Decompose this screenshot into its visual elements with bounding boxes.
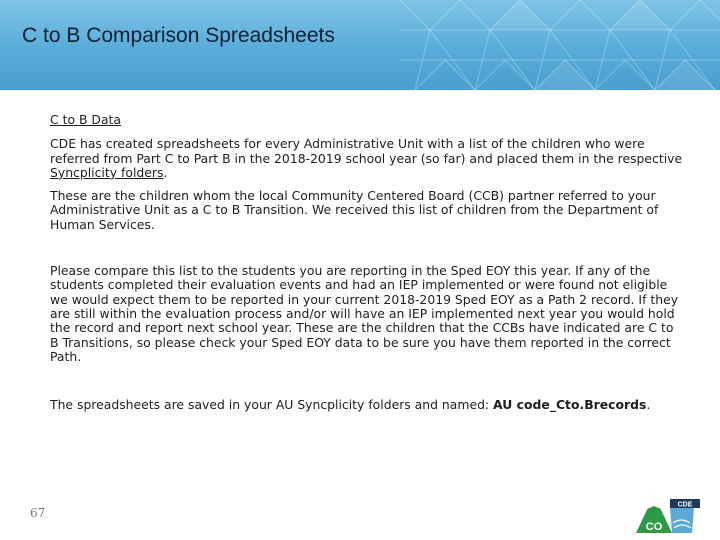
- page-title: C to B Comparison Spreadsheets: [22, 24, 335, 47]
- paragraph-file-naming: [50, 398, 685, 412]
- syncplicity-folders-link[interactable]: Syncplicity folders: [50, 164, 164, 180]
- file-name-format: AU code_Cto.Brecords: [493, 397, 647, 413]
- section-heading: C to B Data: [50, 112, 121, 127]
- paragraph-text: The spreadsheets are saved in your AU Syncplicity folders and named:: [50, 397, 494, 413]
- slide-body: [50, 113, 685, 412]
- cde-colorado-logo: [634, 493, 712, 535]
- paragraph-ccb-referrals: These are the children whom the local Community Centered Board (CCB) partner referred to your Administrative Unit as a C to B Transition. We received this list of children from the Department of Human Services.: [50, 188, 659, 232]
- paragraph-text: .: [163, 164, 168, 180]
- paragraph-text: CDE has created spreadsheets for every Administrative Unit with a list of the children who were referred from Part C to Part B in the 2018-2019 school year (so far) and placed them in the respective: [50, 136, 683, 166]
- header-banner: [0, 0, 720, 90]
- logo-cde-text: CDE: [677, 501, 693, 509]
- logo-co-text: CO: [645, 521, 663, 533]
- paragraph-compare-instructions: Please compare this list to the students you are reporting in the Sped EOY this year. If any of the students completed their evaluation events and had an IEP implemented or were found not eligible we would expect them to be reported in your current 2018-2019 Sped EOY as a Path 2 record. If they are still within the evaluation process and/or will have an IEP implemented next year you would hold the record and report next school year. These are the children that the CCBs have indicated are C to B Transitions, so please check your Sped EOY data to be sure you have them reported in the correct Path.: [50, 263, 679, 364]
- page-number: 67: [30, 506, 46, 520]
- paragraph-text: .: [646, 397, 651, 413]
- paragraph-spreadsheets-created: [50, 137, 685, 180]
